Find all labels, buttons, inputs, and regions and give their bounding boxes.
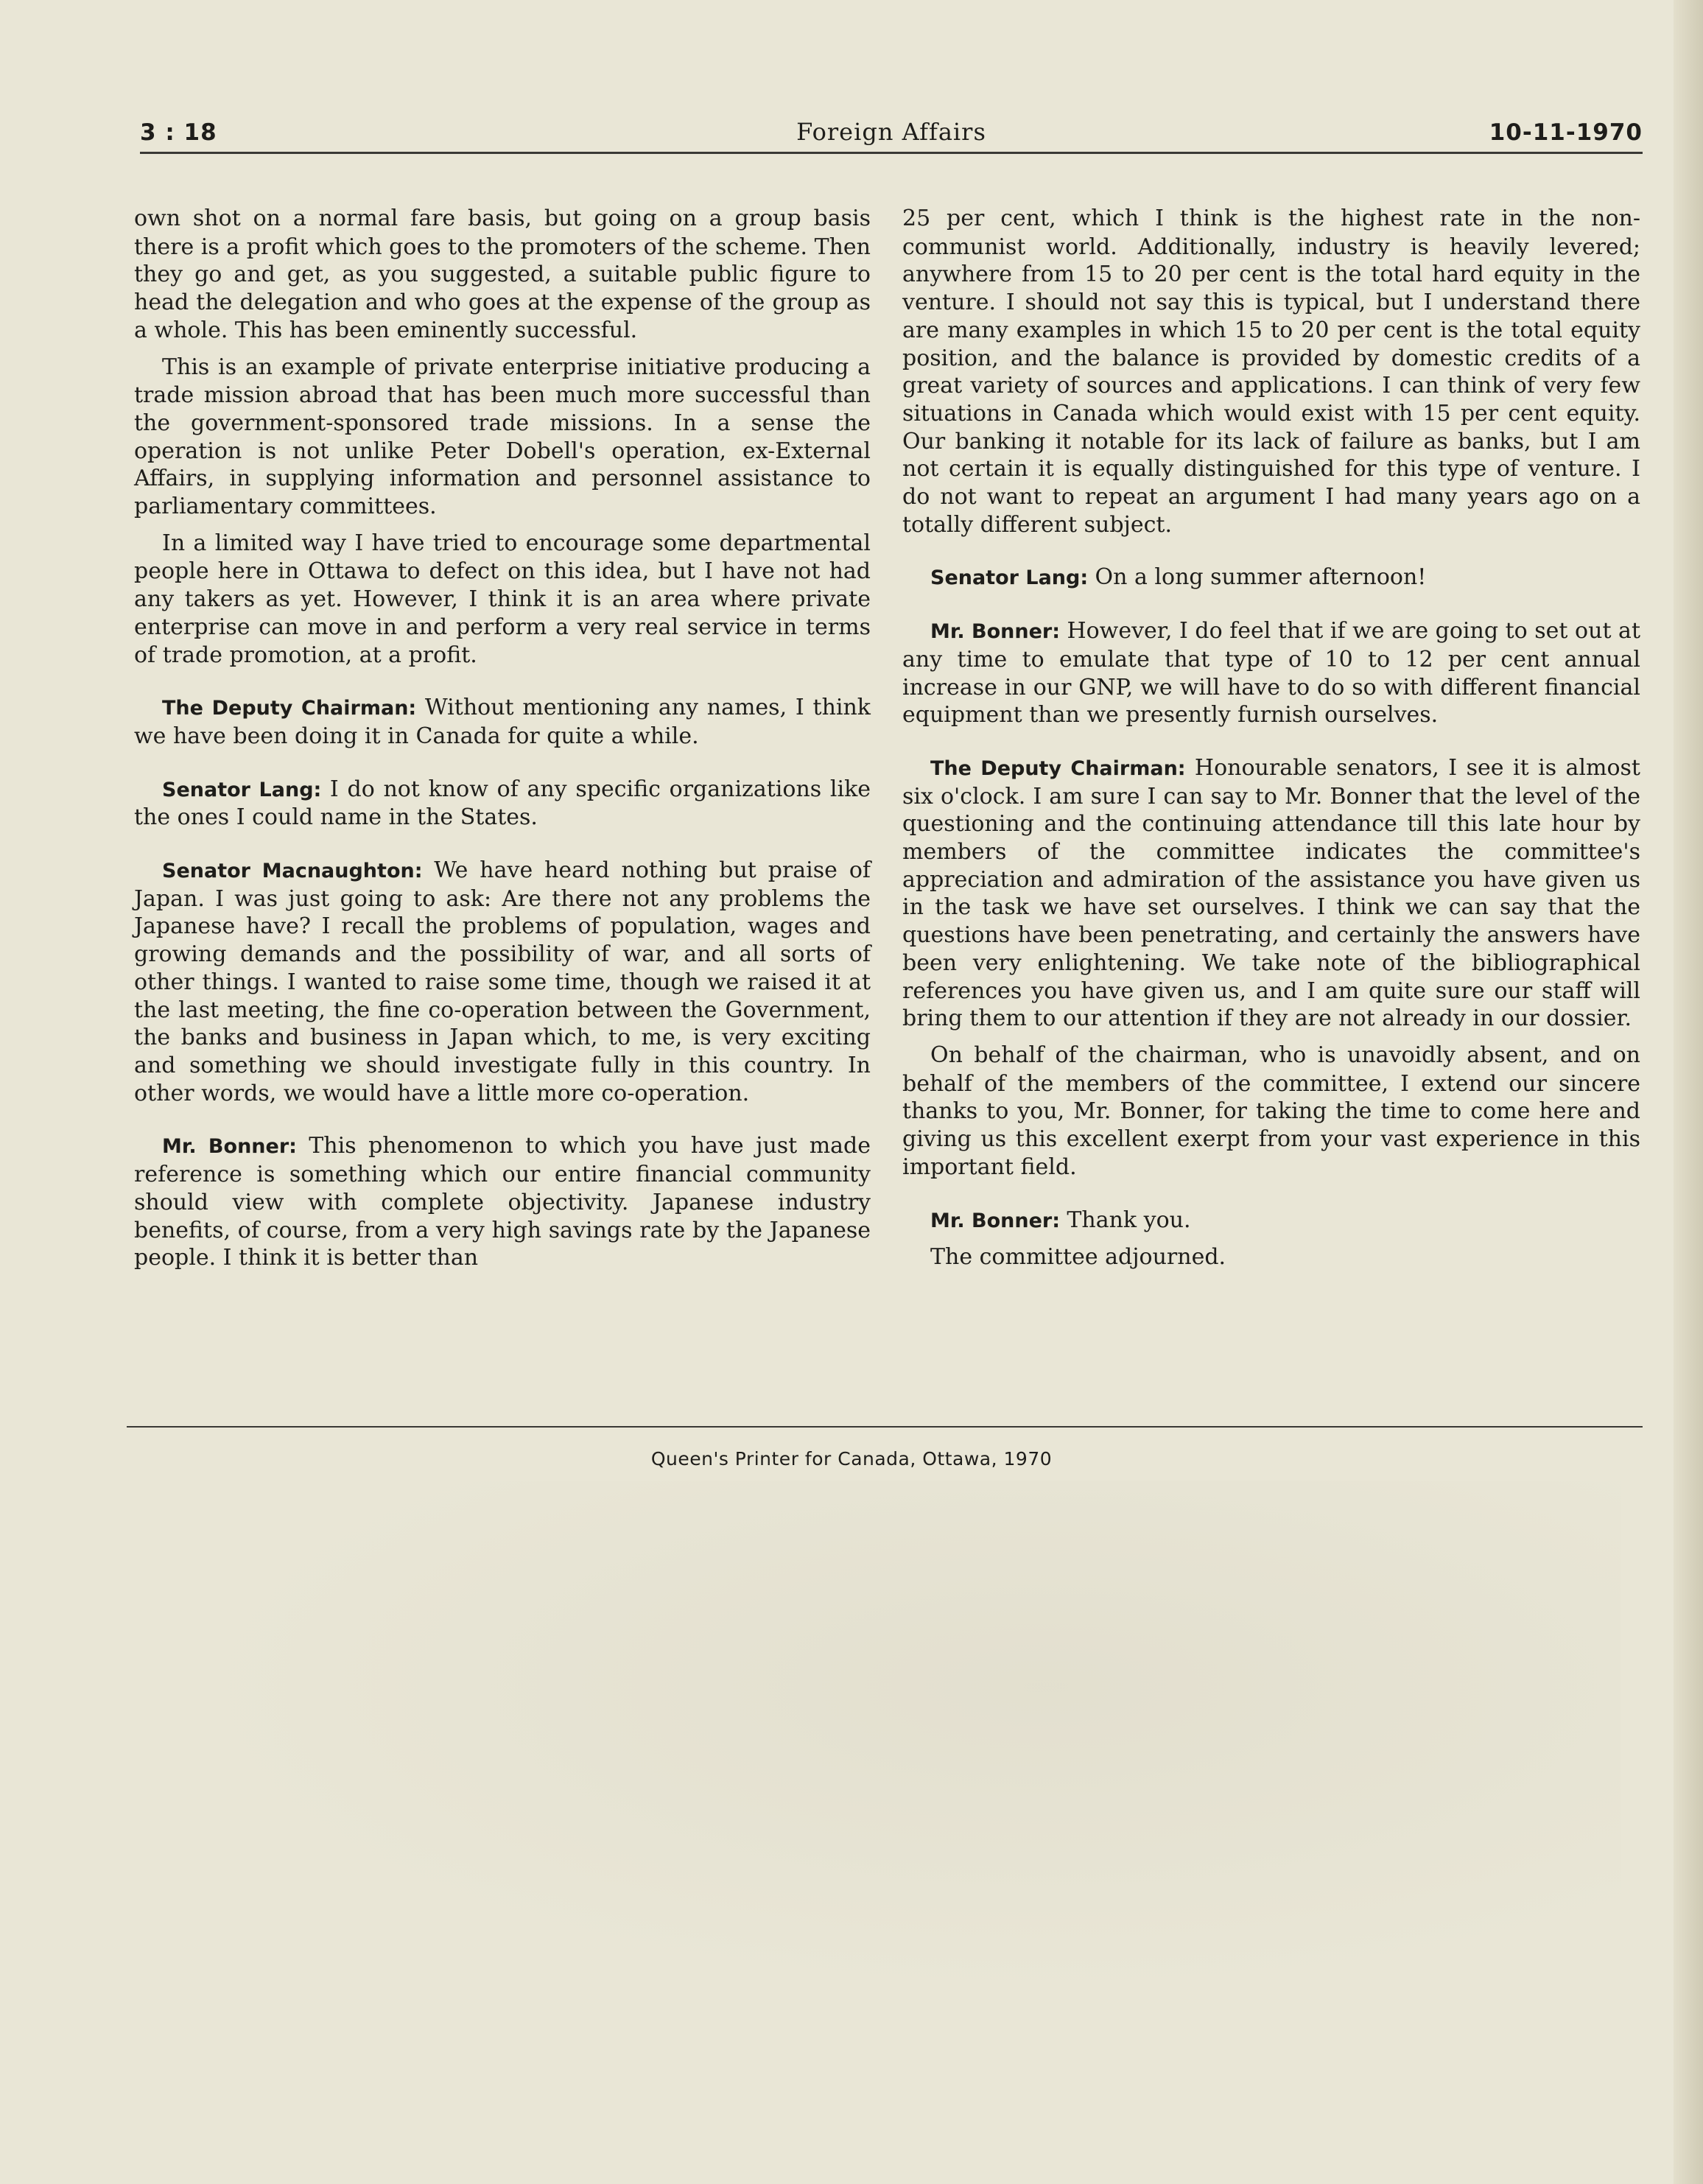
issue-date: 10-11-1970 — [1489, 119, 1643, 146]
speaker-name: Mr. Bonner: — [930, 620, 1067, 644]
paragraph-text: In a limited way I have tried to encourage some departmental people here in Ottawa to defect on this idea, but I have not had any takers as yet. However, I think it is an area where private enterprise can move in and perform a very real service in terms of trade promotion, at a profit. — [134, 530, 871, 668]
paragraph — [134, 530, 871, 670]
paragraph — [134, 205, 871, 345]
paragraph-text: I do not know of any specific organizations like the ones I could name in the States. — [134, 776, 871, 831]
speaker-name: Mr. Bonner: — [930, 1209, 1067, 1232]
paragraph — [902, 205, 1640, 538]
printer-imprint: Queen's Printer for Canada, Ottawa, 1970 — [650, 1448, 1053, 1470]
speech-paragraph — [902, 1207, 1640, 1235]
paragraph-text: On a long summer afternoon! — [1095, 564, 1427, 591]
right-column — [902, 205, 1640, 1281]
page-folio: 3 : 18 — [140, 119, 217, 146]
running-head — [140, 118, 1643, 154]
speech-paragraph — [134, 1132, 871, 1272]
paragraph-text: We have heard nothing but praise of Japan. I was just going to ask: Are there not any problems the Japanese have? I recall the problems of population, wages and growing demands and the possibility of war, and all sorts of other things. I wanted to raise some time, though we raised it at the last meeting, the fine co-operation between the Government, the banks and business in Japan which, to me, is very exciting and something we should investigate fully in this country. In other words, we would have a little more co-operation. — [134, 857, 871, 1106]
speech-paragraph — [134, 776, 871, 832]
paragraph-text: own shot on a normal fare basis, but going on a group basis there is a profit which goes to the promoters of the scheme. Then they go and get, as you suggested, a suitable public figure to head the delegation and who goes at the expense of the group as a whole. This has been eminently successful. — [134, 206, 871, 343]
paragraph-text: Thank you. — [1067, 1207, 1191, 1233]
paragraph-text: However, I do feel that if we are going to set out at any time to emulate that type of 10 to 12 per cent annual increase in our GNP, we will have to do so with different financial equipment than we presently furnish ourselves. — [902, 618, 1641, 728]
paragraph — [902, 1243, 1640, 1272]
paragraph-text: This is an example of private enterprise initiative producing a trade mission abroad that has been much more successful than the government-sponsored trade missions. In a sense the operation is not unlike Peter Dobell's operation, ex-External Affairs, in supplying information and personnel assistance to parliamentary committees. — [134, 354, 871, 520]
paragraph-text: On behalf of the chairman, who is unavoidly absent, and on behalf of the members of the committee, I extend our sincere thanks to you, Mr. Bonner, for taking the time to come here and giving us this excellent exerpt from your vast experience in this important field. — [902, 1042, 1640, 1180]
page-edge-shadow — [1674, 0, 1703, 2184]
paragraph-text: Honourable senators, I see it is almost six o'clock. I am sure I can say to Mr. Bonner that the level of the questioning and the continuing attendance till this late hour by members of the committee indicates the committee's appreciation and admiration of the assistance you have given us in the task we have set ourselves. I think we can say that the questions have been penetrating, and certainly the answers have been very enlightening. We take note of the bibliographical references you have given us, and I am quite sure our staff will bring them to our attention if they are not already in our dossier. — [902, 754, 1640, 1032]
bleed-through-texture — [184, 1481, 1621, 1996]
speaker-name: The Deputy Chairman: — [930, 756, 1195, 780]
paragraph — [902, 1042, 1640, 1181]
footer-rule — [127, 1426, 1643, 1428]
speaker-name: Mr. Bonner: — [162, 1135, 309, 1159]
left-column — [134, 205, 871, 1281]
speech-paragraph — [134, 694, 871, 750]
paragraph-text: This phenomenon to which you have just made reference is something which our entire financial community should view with complete objectivity. Japanese industry benefits, of course, from a very high savings rate by the Japanese people. I think it is better than — [134, 1133, 871, 1271]
speech-paragraph — [902, 563, 1640, 592]
paragraph-text: Without mentioning any names, I think we have been doing it in Canada for quite a while. — [134, 695, 871, 749]
speaker-name: Senator Macnaughton: — [162, 860, 435, 883]
speaker-name: The Deputy Chairman: — [162, 697, 425, 720]
speaker-name: Senator Lang: — [930, 566, 1095, 590]
speech-paragraph — [902, 754, 1640, 1033]
speaker-name: Senator Lang: — [162, 778, 330, 801]
speech-paragraph — [134, 857, 871, 1107]
journal-title: Foreign Affairs — [796, 118, 986, 146]
paragraph — [134, 354, 871, 521]
speech-paragraph — [902, 617, 1640, 729]
paragraph-text: The committee adjourned. — [930, 1244, 1226, 1271]
paragraph-text: 25 per cent, which I think is the highest rate in the non-communist world. Additionally, industry is heavily levered; anywhere from 15 to 20 per cent is the total hard equity in the venture. I should not say this is typical, but I understand there are many examples in which 15 to 20 per cent is the total equity position, and the balance is provided by domestic credits of a great variety of sources and applications. I can think of very few situations in Canada which would exist with 15 per cent equity. Our banking it notable for its lack of failure as banks, but I am not certain it is equally distinguished for this type of venture. I do not want to repeat an argument I had many years ago on a totally different subject. — [902, 206, 1640, 538]
